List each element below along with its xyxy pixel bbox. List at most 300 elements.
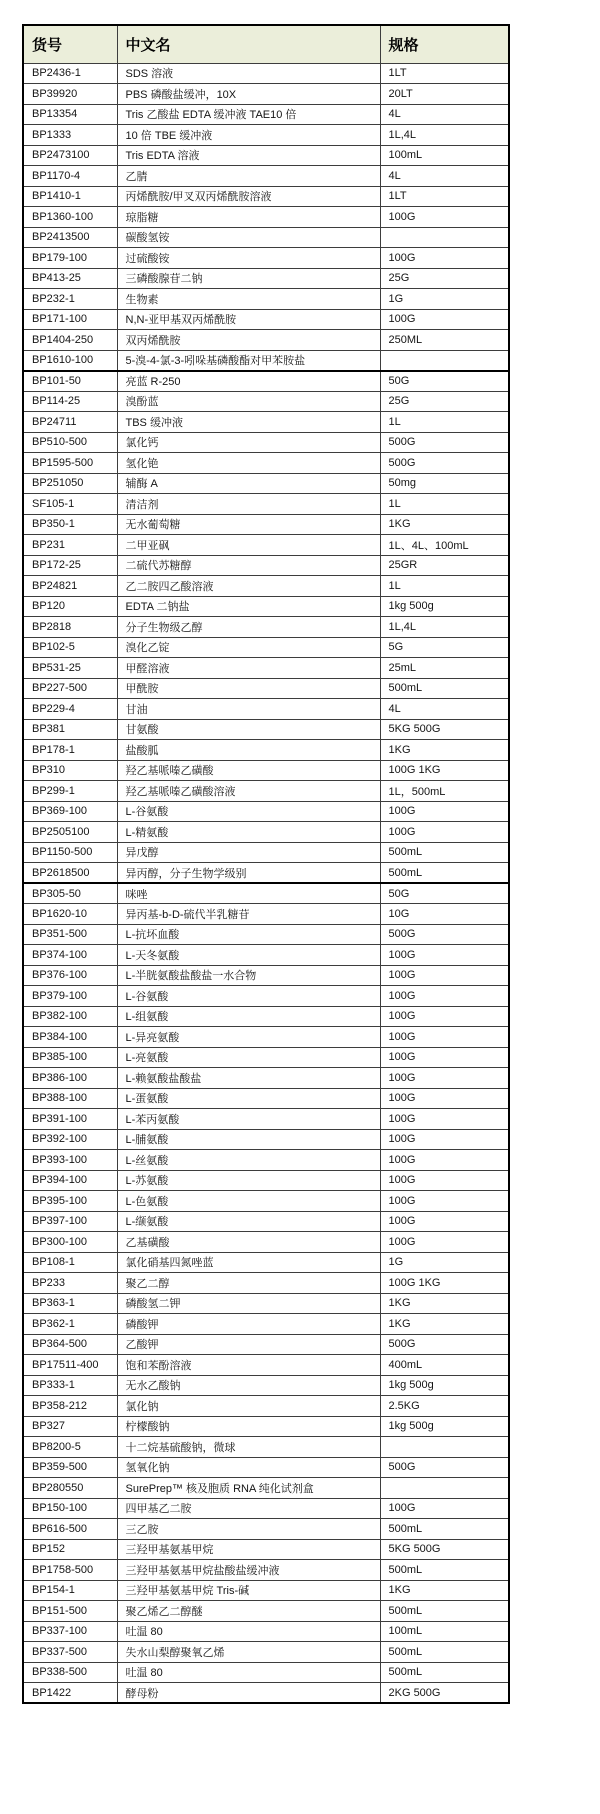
cell-chinese-name: L-缬氨酸 [117,1211,380,1232]
cell-spec: 500mL [380,1519,509,1540]
cell-chinese-name: 5-溴-4-氯-3-吲哚基磷酸酯对甲苯胺盐 [117,350,380,371]
table-row [23,945,509,966]
cell-item-number: BP229-4 [23,699,117,720]
cell-chinese-name: 四甲基乙二胺 [117,1498,380,1519]
table-row [23,1601,509,1622]
cell-spec: 500G [380,924,509,945]
cell-chinese-name: 氢化铯 [117,453,380,474]
cell-chinese-name: 异戊醇 [117,842,380,863]
cell-chinese-name: N,N-亚甲基双丙烯酰胺 [117,309,380,330]
cell-spec: 1L [380,576,509,597]
table-row [23,1662,509,1683]
cell-spec: 250ML [380,330,509,351]
cell-spec: 50G [380,883,509,904]
table-row [23,166,509,187]
table-row [23,104,509,125]
cell-spec: 100G [380,1006,509,1027]
table-row [23,555,509,576]
cell-item-number: BP397-100 [23,1211,117,1232]
cell-spec: 1L [380,494,509,515]
cell-item-number: BP531-25 [23,658,117,679]
cell-spec: 100G [380,207,509,228]
cell-spec: 400mL [380,1355,509,1376]
cell-spec: 1KG [380,1293,509,1314]
cell-spec: 5KG 500G [380,719,509,740]
table-row [23,63,509,84]
cell-spec: 100G [380,1170,509,1191]
cell-spec: 1G [380,289,509,310]
table-row [23,473,509,494]
cell-item-number: BP385-100 [23,1047,117,1068]
cell-item-number: BP333-1 [23,1375,117,1396]
table-row [23,1150,509,1171]
cell-chinese-name: 三磷酸腺苷二钠 [117,268,380,289]
cell-chinese-name: 三乙胺 [117,1519,380,1540]
cell-item-number: BP393-100 [23,1150,117,1171]
cell-item-number: BP1150-500 [23,842,117,863]
table-row [23,576,509,597]
cell-spec: 500mL [380,1601,509,1622]
cell-item-number: BP8200-5 [23,1437,117,1458]
cell-chinese-name: L-半胱氨酸盐酸盐一水合物 [117,965,380,986]
table-row [23,248,509,269]
cell-item-number: BP2436-1 [23,63,117,84]
table-row [23,1478,509,1499]
table-row [23,904,509,925]
cell-spec: 25G [380,268,509,289]
cell-spec: 500mL [380,1662,509,1683]
table-row [23,658,509,679]
cell-chinese-name: L-谷氨酸 [117,986,380,1007]
table-row [23,1211,509,1232]
cell-spec: 1L,4L [380,125,509,146]
column-header-item-number: 货号 [23,25,117,63]
table-row [23,350,509,371]
table-row [23,822,509,843]
table-row [23,1068,509,1089]
cell-spec: 50G [380,371,509,392]
table-row [23,1498,509,1519]
cell-spec: 20LT [380,84,509,105]
table-row [23,1519,509,1540]
cell-spec: 100mL [380,145,509,166]
column-header-spec: 规格 [380,25,509,63]
cell-chinese-name: L-抗坏血酸 [117,924,380,945]
cell-chinese-name: L-精氨酸 [117,822,380,843]
cell-spec: 500G [380,1334,509,1355]
cell-chinese-name: 氢氧化钠 [117,1457,380,1478]
cell-spec: 1LT [380,186,509,207]
cell-item-number: BP379-100 [23,986,117,1007]
cell-chinese-name: 氯化硝基四氮唑蓝 [117,1252,380,1273]
cell-chinese-name: 乙酸钾 [117,1334,380,1355]
cell-item-number: BP413-25 [23,268,117,289]
cell-item-number: BP337-100 [23,1621,117,1642]
table-row [23,1191,509,1212]
table-row [23,186,509,207]
cell-chinese-name: 溴化乙锭 [117,637,380,658]
cell-chinese-name: 盐酸胍 [117,740,380,761]
cell-chinese-name: 分子生物级乙醇 [117,617,380,638]
cell-spec: 100mL [380,1621,509,1642]
cell-item-number: BP391-100 [23,1109,117,1130]
cell-chinese-name: 吐温 80 [117,1662,380,1683]
cell-item-number: BP1422 [23,1683,117,1704]
table-row [23,227,509,248]
table-row [23,494,509,515]
cell-item-number: BP39920 [23,84,117,105]
cell-item-number: BP251050 [23,473,117,494]
cell-chinese-name: L-蛋氨酸 [117,1088,380,1109]
cell-chinese-name: L-脯氨酸 [117,1129,380,1150]
table-row [23,863,509,884]
cell-spec: 100G [380,248,509,269]
cell-item-number: BP381 [23,719,117,740]
table-row [23,1683,509,1704]
table-row [23,596,509,617]
cell-chinese-name: 生物素 [117,289,380,310]
cell-item-number: BP2413500 [23,227,117,248]
cell-spec: 100G [380,801,509,822]
table-row [23,330,509,351]
cell-chinese-name: 三羟甲基氨基甲烷 Tris-碱 [117,1580,380,1601]
table-row [23,1416,509,1437]
cell-item-number: BP24711 [23,412,117,433]
cell-item-number: BP364-500 [23,1334,117,1355]
cell-item-number: BP337-500 [23,1642,117,1663]
table-row [23,432,509,453]
cell-item-number: BP178-1 [23,740,117,761]
table-row [23,453,509,474]
table-row [23,84,509,105]
cell-chinese-name: 异丙醇，分子生物学级别 [117,863,380,884]
cell-item-number: BP102-5 [23,637,117,658]
cell-item-number: BP616-500 [23,1519,117,1540]
cell-spec: 1L、4L、100mL [380,535,509,556]
cell-item-number: BP351-500 [23,924,117,945]
cell-item-number: BP231 [23,535,117,556]
cell-spec: 100G [380,1027,509,1048]
table-row [23,1437,509,1458]
cell-item-number: BP1170-4 [23,166,117,187]
cell-chinese-name: L-谷氨酸 [117,801,380,822]
table-row [23,678,509,699]
table-header-row [23,25,509,63]
cell-chinese-name: 吐温 80 [117,1621,380,1642]
table-row [23,699,509,720]
cell-chinese-name: 磷酸钾 [117,1314,380,1335]
cell-chinese-name: 甘氨酸 [117,719,380,740]
reagent-catalog-table [22,24,510,1704]
table-row [23,1539,509,1560]
table-body [23,63,509,1703]
table-row [23,801,509,822]
cell-spec: 1KG [380,514,509,535]
cell-spec: 100G [380,822,509,843]
cell-spec: 100G [380,1150,509,1171]
table-row [23,760,509,781]
table-row [23,125,509,146]
cell-spec: 1kg 500g [380,1416,509,1437]
cell-item-number: BP299-1 [23,781,117,802]
cell-chinese-name: 无水葡萄糖 [117,514,380,535]
cell-item-number: BP1595-500 [23,453,117,474]
cell-item-number: BP369-100 [23,801,117,822]
cell-spec: 4L [380,104,509,125]
cell-item-number: BP510-500 [23,432,117,453]
table-row [23,207,509,228]
table-row [23,1088,509,1109]
table-row [23,924,509,945]
cell-spec: 2KG 500G [380,1683,509,1704]
cell-chinese-name: L-天冬氨酸 [117,945,380,966]
cell-spec: 500G [380,453,509,474]
table-row [23,371,509,392]
cell-spec: 100G [380,1232,509,1253]
cell-item-number: BP151-500 [23,1601,117,1622]
table-row [23,268,509,289]
cell-spec: 100G [380,1047,509,1068]
cell-chinese-name: L-组氨酸 [117,1006,380,1027]
cell-spec [380,1437,509,1458]
cell-item-number: BP359-500 [23,1457,117,1478]
table-row [23,1375,509,1396]
table-row [23,1642,509,1663]
cell-chinese-name: PBS 磷酸盐缓冲，10X [117,84,380,105]
table-row [23,1457,509,1478]
table-row [23,1232,509,1253]
cell-item-number: BP305-50 [23,883,117,904]
cell-spec: 1kg 500g [380,596,509,617]
cell-spec: 50mg [380,473,509,494]
table-row [23,309,509,330]
table-row [23,617,509,638]
cell-spec: 1L，500mL [380,781,509,802]
cell-spec: 100G 1KG [380,760,509,781]
table-row [23,740,509,761]
cell-chinese-name: 无水乙酸钠 [117,1375,380,1396]
cell-spec: 100G [380,1129,509,1150]
table-row [23,781,509,802]
cell-chinese-name: L-赖氨酸盐酸盐 [117,1068,380,1089]
cell-chinese-name: 丙烯酰胺/甲叉双丙烯酰胺溶液 [117,186,380,207]
cell-item-number: BP1758-500 [23,1560,117,1581]
cell-chinese-name: 失水山梨醇聚氧乙烯 [117,1642,380,1663]
cell-item-number: BP1404-250 [23,330,117,351]
cell-chinese-name: Tris EDTA 溶液 [117,145,380,166]
table-row [23,1006,509,1027]
cell-spec: 1G [380,1252,509,1273]
cell-item-number: BP154-1 [23,1580,117,1601]
cell-item-number: BP1620-10 [23,904,117,925]
cell-spec: 500mL [380,678,509,699]
cell-item-number: BP233 [23,1273,117,1294]
cell-spec: 1KG [380,1580,509,1601]
cell-chinese-name: 辅酶 A [117,473,380,494]
table-row [23,535,509,556]
cell-chinese-name: 甘油 [117,699,380,720]
cell-item-number: BP13354 [23,104,117,125]
cell-chinese-name: L-异亮氨酸 [117,1027,380,1048]
cell-chinese-name: 氯化钠 [117,1396,380,1417]
cell-item-number: BP2505100 [23,822,117,843]
cell-item-number: BP2473100 [23,145,117,166]
cell-item-number: BP2818 [23,617,117,638]
cell-item-number: BP24821 [23,576,117,597]
cell-item-number: BP363-1 [23,1293,117,1314]
table-row [23,1047,509,1068]
cell-item-number: BP227-500 [23,678,117,699]
cell-spec: 100G [380,1068,509,1089]
table-row [23,1355,509,1376]
cell-chinese-name: EDTA 二钠盐 [117,596,380,617]
table-row [23,1293,509,1314]
cell-spec: 1KG [380,1314,509,1335]
table-row [23,883,509,904]
cell-spec: 1kg 500g [380,1375,509,1396]
cell-chinese-name: 十二烷基硫酸钠，微球 [117,1437,380,1458]
cell-spec: 1L,4L [380,617,509,638]
cell-chinese-name: L-色氨酸 [117,1191,380,1212]
cell-item-number: BP114-25 [23,391,117,412]
cell-chinese-name: 羟乙基哌嗪乙磺酸溶液 [117,781,380,802]
cell-item-number: BP171-100 [23,309,117,330]
cell-item-number: BP300-100 [23,1232,117,1253]
cell-item-number: BP1360-100 [23,207,117,228]
cell-chinese-name: 三羟甲基氨基甲烷 [117,1539,380,1560]
cell-item-number: BP152 [23,1539,117,1560]
table-row [23,842,509,863]
cell-chinese-name: 聚乙烯乙二醇醚 [117,1601,380,1622]
table-row [23,289,509,310]
table-row [23,1109,509,1130]
cell-spec: 500mL [380,863,509,884]
cell-chinese-name: 二硫代苏糖醇 [117,555,380,576]
cell-spec: 100G [380,1498,509,1519]
table-row [23,965,509,986]
table-row [23,1314,509,1335]
cell-chinese-name: L-亮氨酸 [117,1047,380,1068]
table-row [23,986,509,1007]
cell-spec: 25mL [380,658,509,679]
cell-item-number: BP384-100 [23,1027,117,1048]
cell-chinese-name: 饱和苯酚溶液 [117,1355,380,1376]
table-row [23,514,509,535]
cell-chinese-name: L-苏氨酸 [117,1170,380,1191]
cell-item-number: BP394-100 [23,1170,117,1191]
cell-item-number: BP338-500 [23,1662,117,1683]
cell-chinese-name: 乙腈 [117,166,380,187]
cell-spec: 1L [380,412,509,433]
cell-chinese-name: 氯化钙 [117,432,380,453]
cell-spec: 500mL [380,1642,509,1663]
cell-spec: 100G [380,1191,509,1212]
cell-chinese-name: 咪唑 [117,883,380,904]
table-row [23,637,509,658]
cell-item-number: BP376-100 [23,965,117,986]
cell-chinese-name: Tris 乙酸盐 EDTA 缓冲液 TAE10 倍 [117,104,380,125]
table-row [23,412,509,433]
cell-chinese-name: L-丝氨酸 [117,1150,380,1171]
cell-spec: 100G [380,309,509,330]
table-row [23,1334,509,1355]
cell-item-number: BP179-100 [23,248,117,269]
cell-chinese-name: 双丙烯酰胺 [117,330,380,351]
cell-item-number: BP17511-400 [23,1355,117,1376]
table-row [23,1621,509,1642]
cell-chinese-name: SurePrep™ 核及胞质 RNA 纯化试剂盒 [117,1478,380,1499]
cell-item-number: SF105-1 [23,494,117,515]
cell-item-number: BP395-100 [23,1191,117,1212]
cell-spec: 5KG 500G [380,1539,509,1560]
table-row [23,1129,509,1150]
cell-spec [380,227,509,248]
table-row [23,1027,509,1048]
cell-item-number: BP362-1 [23,1314,117,1335]
cell-item-number: BP172-25 [23,555,117,576]
cell-spec: 100G [380,1109,509,1130]
cell-chinese-name: 羟乙基哌嗪乙磺酸 [117,760,380,781]
cell-chinese-name: 酵母粉 [117,1683,380,1704]
cell-chinese-name: 三羟甲基氨基甲烷盐酸盐缓冲液 [117,1560,380,1581]
cell-item-number: BP1610-100 [23,350,117,371]
table-row [23,1560,509,1581]
cell-item-number: BP150-100 [23,1498,117,1519]
cell-spec: 100G [380,986,509,1007]
cell-chinese-name: 二甲亚砜 [117,535,380,556]
cell-spec [380,1478,509,1499]
table-row [23,145,509,166]
cell-chinese-name: 甲酰胺 [117,678,380,699]
table-row [23,1396,509,1417]
cell-item-number: BP1410-1 [23,186,117,207]
cell-chinese-name: 碳酸氢铵 [117,227,380,248]
cell-spec: 25G [380,391,509,412]
cell-chinese-name: 清洁剂 [117,494,380,515]
cell-chinese-name: 乙基磺酸 [117,1232,380,1253]
cell-spec: 100G [380,945,509,966]
cell-spec: 5G [380,637,509,658]
table-row [23,391,509,412]
cell-chinese-name: 聚乙二醇 [117,1273,380,1294]
cell-item-number: BP350-1 [23,514,117,535]
cell-item-number: BP1333 [23,125,117,146]
table-row [23,1170,509,1191]
cell-spec: 25GR [380,555,509,576]
cell-item-number: BP108-1 [23,1252,117,1273]
cell-spec: 500G [380,1457,509,1478]
table-row [23,1273,509,1294]
cell-item-number: BP327 [23,1416,117,1437]
cell-item-number: BP310 [23,760,117,781]
cell-chinese-name: 甲醛溶液 [117,658,380,679]
cell-chinese-name: TBS 缓冲液 [117,412,380,433]
cell-spec: 1LT [380,63,509,84]
cell-chinese-name: 磷酸氢二钾 [117,1293,380,1314]
cell-chinese-name: SDS 溶液 [117,63,380,84]
cell-spec [380,350,509,371]
table-row [23,719,509,740]
column-header-chinese-name: 中文名 [117,25,380,63]
table-row [23,1580,509,1601]
cell-item-number: BP120 [23,596,117,617]
cell-spec: 4L [380,699,509,720]
cell-item-number: BP232-1 [23,289,117,310]
cell-chinese-name: 琼脂糖 [117,207,380,228]
cell-spec: 100G [380,1211,509,1232]
cell-chinese-name: L-苯丙氨酸 [117,1109,380,1130]
table-row [23,1252,509,1273]
